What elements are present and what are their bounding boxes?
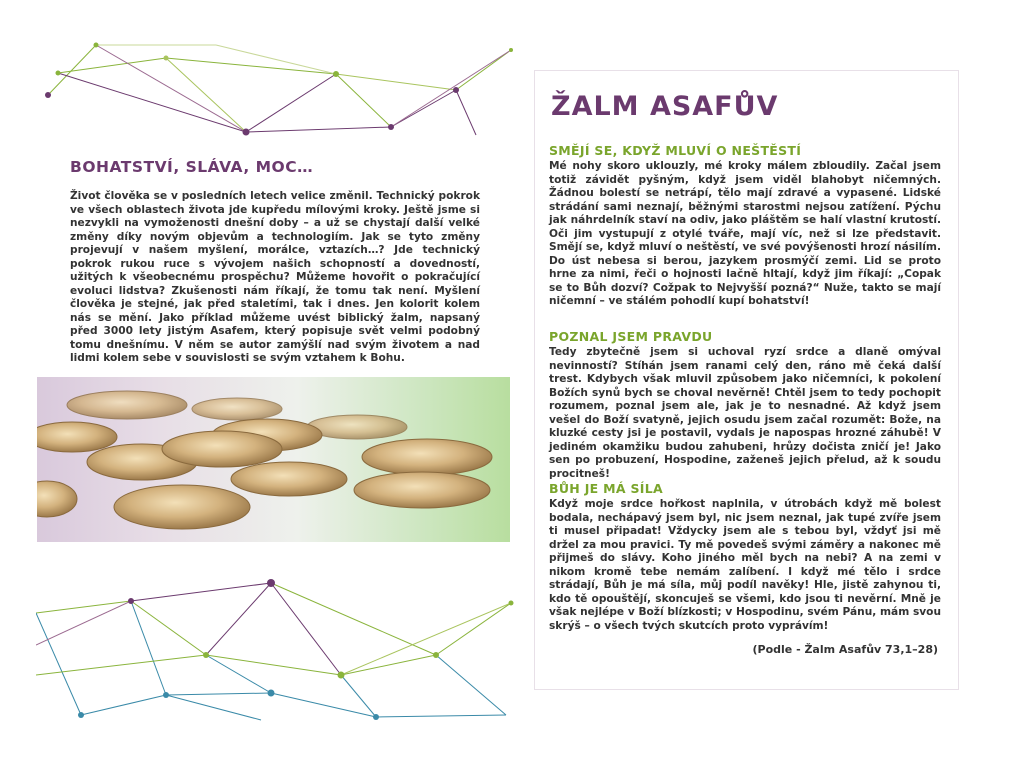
intro-heading: BOHATSTVÍ, SLÁVA, MOC…	[70, 158, 314, 176]
section-heading: SMĚJÍ SE, KDYŽ MLUVÍ O NEŠTĚSTÍ	[549, 143, 802, 158]
section-text: Když moje srdce hořkost naplnila, v útrobách když mě bolest bodala, nechápavý jsem byl, nic jsem neznal, jak tupé zvíře jsem ti musel připadat! Vždycky jsem ale s tebou byl, vždyť jsi mě držel za mou pravici. Ty mě povedeš svými záměry a nakonec mě přijmeš do slávy. Koho jiného měl bych na nebi? A na zemi v nikom kromě tebe nemám zalíbení. I když mé tělo i srdce strádají, Bůh je má síla, můj podíl navěky! Hle, jistě zahynou ti, kdo tě opouštějí, skoncuješ se všemi, kdo jsou ti nevěrní. Mně je však nejlépe v Boží blízkosti; v Hospodinu, svém Pánu, mám svou skrýš – o všech tvých skutcích proto vyprávím!	[549, 498, 941, 632]
coins-illustration	[37, 377, 510, 542]
network-decoration-bottom	[36, 575, 516, 725]
section-text: Tedy zbytečně jsem si uchoval ryzí srdce a dlaně omýval nevinností? Stíhán jsem ranami celý den, ráno mě čeká další trest. Kdybych však mluvil způsobem jako ničemníci, k pokolení Božích synů bych se choval nevěrně! Chtěl jsem to tedy pochopit rozumem, poznal jsem ale, jak je to nesnadné. Až když jsem vešel do Boží svatyně, jejich osudu jsem začal rozumět: Bože, na kluzké cesty jsi je postavil, vydals je napospas hrozné záhubě! V jediném okamžiku budou zahubeni, hrůzy dočista zničí je! Jako sen po probuzení, Hospodine, zaženeš jejich přelud, až k soudu procitneš!	[549, 346, 941, 480]
coins-photo	[37, 377, 510, 542]
section-heading: BŮH JE MÁ SÍLA	[549, 481, 663, 496]
section-heading: POZNAL JSEM PRAVDU	[549, 329, 713, 344]
psalm-citation: (Podle - Žalm Asafův 73,1–28)	[752, 643, 938, 656]
psalm-title: ŽALM ASAFŮV	[551, 91, 779, 122]
network-decoration-top	[36, 40, 516, 140]
psalm-section-2	[549, 329, 941, 481]
psalm-section-3	[549, 481, 941, 633]
psalm-section-1	[549, 143, 941, 309]
section-text: Mé nohy skoro uklouzly, mé kroky málem zbloudily. Začal jsem totiž závidět pyšným, když jsem viděl blahobyt ničemných. Žádnou bolestí se netrápí, tělo mají zdravé a vypasené. Lidské strádání sami neznají, běžnými starostmi nejsou zatížení. Pýchu jak náhrdelník staví na odiv, jako pláštěm se halí vlastní krutostí. Oči jim vystupují z otylé tváře, mají víc, než si lze představit. Smějí se, když mluví o neštěstí, ve své povýšenosti hrozí násilím. Do úst nebesa si berou, jazykem prosmýčí zemi. Lid se proto hrne za nimi, řeči o hojnosti lačně hltají, když jim říkají: „Copak se to Bůh dozví? Cožpak to Nejvyšší pozná?“ Nuže, takto se mají ničemní – ve stálém pohodlí kupí bohatství!	[549, 160, 941, 307]
psalm-panel	[534, 70, 959, 690]
intro-column	[70, 158, 480, 366]
intro-text: Život člověka se v posledních letech velice změnil. Technický pokrok ve všech oblastech života jde kupředu mílovými kroky. Ještě jsme si nezvykli na vymoženosti dnešní doby – a už se chystají další velké změny díky novým objevům a technologiím. Jak se tyto změny projevují v našem myšlení, morálce, vztazích…? Jde technický pokrok rukou ruce s vývojem našich schopností a dovedností, užitých k všeobecnému prospěchu? Můžeme hovořit o pokračující evoluci lidstva? Zkušenosti nám říkají, že tomu tak není. Myšlení člověka je stejné, jak před staletími, tak i dnes. Jen kolorit kolem nás se mění. Jako příklad můžeme uvést biblický žalm, napsaný před 3000 lety jistým Asafem, který popisuje svět velmi podobný tomu dnešnímu. V něm se autor zamýšlí nad svým životem a nad lidmi kolem sebe v souvislosti se svým vztahem k Bohu.	[70, 190, 480, 364]
